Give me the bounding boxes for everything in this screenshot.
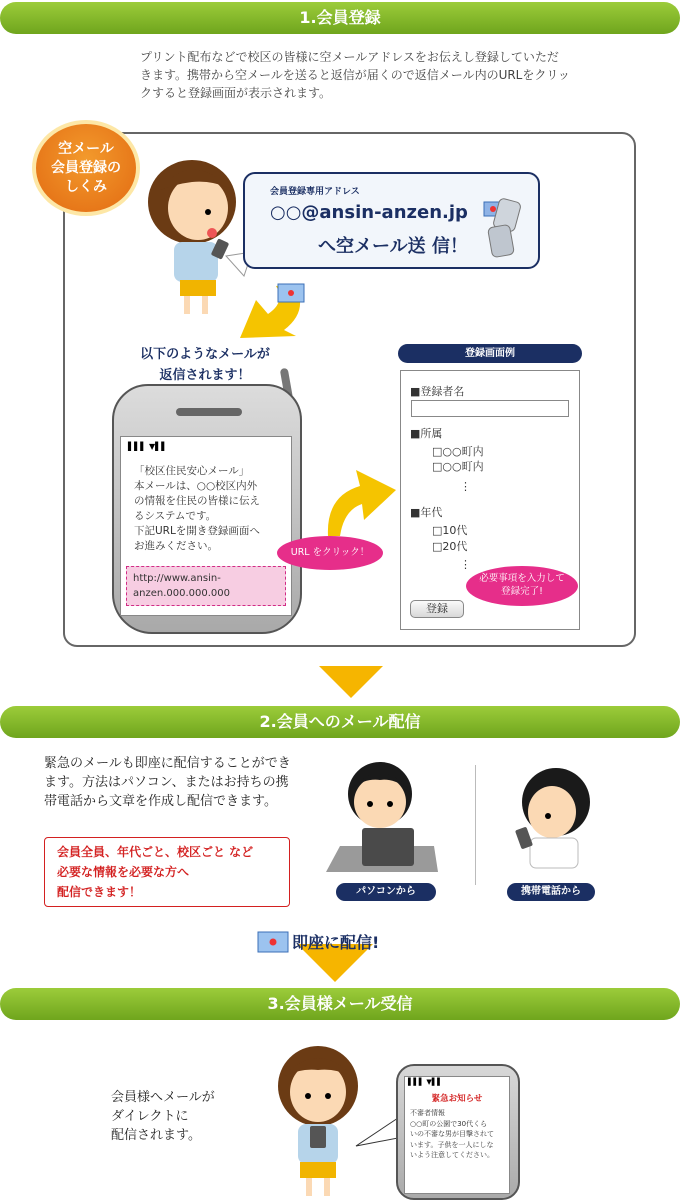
name-input[interactable]	[411, 400, 569, 417]
age-checkbox-20s[interactable]: □20代	[432, 540, 468, 553]
age-label: ■年代	[410, 506, 443, 519]
badge-line: 空メール	[58, 141, 114, 157]
section-header-delivery: 2.会員へのメール配信	[0, 706, 680, 738]
notice-line: います。子供を一人にしな	[410, 1140, 494, 1149]
send-empty-mail-text: へ空メール送 信！	[318, 236, 468, 257]
delivery-description: 緊急のメールも即座に配信することができます。方法はパソコン、またはお持ちの携帯電話から文章を作成し配信できます。	[44, 756, 291, 809]
flow-arrow-down-icon	[319, 666, 383, 698]
boy-with-mobile-illustration	[512, 762, 592, 874]
vertical-divider	[475, 765, 476, 885]
bubble-line: 必要事項を入力して	[479, 573, 565, 584]
more-options-ellipsis: ⋮	[460, 480, 471, 493]
registration-intro-text: プリント配布などで校区の皆様に空メールアドレスをお伝えし登録していただきます。携帯から空メールを送ると返信が届くので返信メール内のURLをクリックすると登録画面が表示されます。	[140, 50, 570, 100]
registration-email-address[interactable]: ○○@ansin-anzen.jp	[270, 202, 468, 223]
reply-caption	[130, 344, 280, 386]
notice-line: ○○町の公園で30代くら	[410, 1119, 488, 1128]
receive-description	[111, 1088, 251, 1145]
section-header-registration: 1.会員登録	[0, 2, 680, 34]
curved-arrow-right-icon	[320, 460, 400, 540]
message-line: 下記URLを開き登録画面へ	[134, 525, 260, 537]
message-line: の情報を住民の皆様に伝え	[134, 495, 260, 507]
notice-line: いの不審な男が目撃されて	[410, 1130, 494, 1138]
address-label: 会員登録専用アドレス	[270, 187, 360, 197]
notice-line: 不審者情報	[410, 1109, 445, 1117]
receiving-phone-status-icons: ▌▌▌ ▼▌▌	[408, 1078, 443, 1086]
complete-bubble	[466, 566, 578, 606]
empty-mail-badge	[32, 120, 140, 216]
affiliation-checkbox-2[interactable]: □○○町内	[432, 460, 484, 473]
speech-pointer	[354, 1112, 400, 1152]
phone-speaker	[176, 408, 242, 416]
badge-line: しくみ	[65, 179, 107, 195]
emergency-notice-title: 緊急お知らせ	[431, 1094, 483, 1104]
caption-line: 以下のようなメールが	[140, 347, 270, 362]
badge-line: 会員登録の	[51, 160, 121, 176]
envelope-arrow-icon	[236, 280, 346, 346]
section-header-receive: 3.会員様メール受信	[0, 988, 680, 1020]
message-line: 「校区住民安心メール」	[134, 465, 250, 477]
register-button[interactable]: 登録	[410, 600, 464, 618]
more-options-ellipsis: ⋮	[460, 558, 471, 571]
girl-reading-phone-illustration	[270, 1040, 366, 1200]
phone-status-icons: ▌▌▌ ▼▌▌	[128, 442, 168, 451]
name-label: ■登録者名	[410, 385, 465, 398]
highlight-line: 会員全員、年代ごと、校区ごと など	[57, 845, 254, 859]
affiliation-checkbox-1[interactable]: □○○町内	[432, 445, 484, 458]
delivery-highlight-box	[44, 837, 290, 907]
url-click-bubble: URL をクリック！	[277, 536, 383, 570]
flip-phone-icon	[478, 196, 528, 260]
highlight-line: 配信できます！	[57, 885, 142, 899]
description-line: ダイレクトに	[111, 1109, 189, 1124]
bubble-line: 登録完了!	[501, 586, 543, 597]
from-pc-label: パソコンから	[336, 883, 436, 901]
boy-with-computer-illustration	[322, 754, 442, 878]
description-line: 会員様へメールが	[111, 1090, 215, 1105]
notice-line: いよう注意してください。	[410, 1151, 494, 1159]
affiliation-label: ■所属	[410, 427, 443, 440]
registration-url-link[interactable]: http://www.ansin-anzen.000.000.000	[126, 566, 286, 606]
caption-line: 返信されます！	[159, 368, 251, 383]
from-mobile-label: 携帯電話から	[507, 883, 595, 901]
description-line: 配信されます。	[111, 1128, 201, 1143]
highlight-line: 必要な情報を必要な方へ	[57, 865, 190, 879]
phone-reply-message	[134, 464, 284, 554]
age-checkbox-10s[interactable]: □10代	[432, 524, 468, 537]
message-line: るシステムです。	[134, 510, 217, 522]
message-line: お進みください。	[134, 540, 218, 552]
instant-delivery-text: 即座に配信!	[292, 933, 380, 952]
envelope-icon	[256, 930, 290, 954]
message-line: 本メールは、○○校区内外	[134, 480, 258, 492]
emergency-notice-body	[410, 1108, 506, 1161]
form-example-title: 登録画面例	[398, 344, 582, 363]
